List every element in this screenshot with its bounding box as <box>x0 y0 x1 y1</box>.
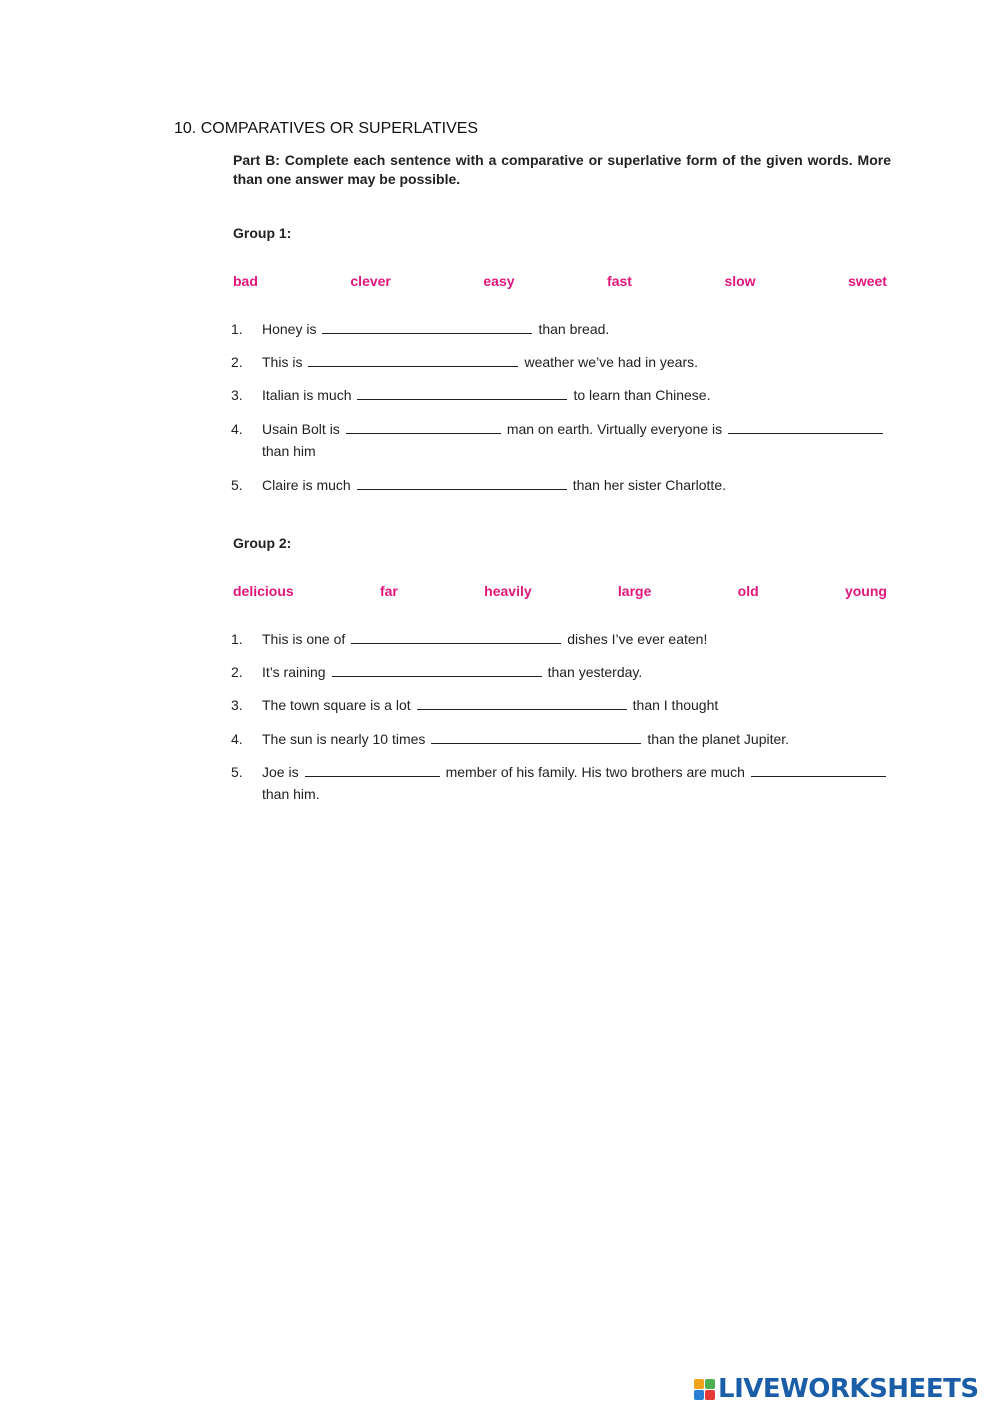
item-text-after: than yesterday. <box>547 664 643 680</box>
item-number: 5. <box>231 764 243 780</box>
word-bank-word: bad <box>233 273 258 289</box>
answer-blank[interactable] <box>728 418 883 434</box>
group-2-heading: Group 2: <box>233 535 292 551</box>
answer-blank[interactable] <box>351 628 561 644</box>
exercise-item <box>231 761 891 805</box>
group-1-heading: Group 1: <box>233 225 292 241</box>
answer-blank[interactable] <box>332 661 542 677</box>
word-bank-word: far <box>379 583 398 599</box>
item-text-after: than him. <box>262 786 320 802</box>
answer-blank[interactable] <box>357 474 567 490</box>
item-number: 1. <box>231 321 243 337</box>
item-number: 2. <box>231 664 243 680</box>
item-text-after: than her sister Charlotte. <box>572 477 726 493</box>
logo-square <box>694 1390 704 1400</box>
item-text-before: Usain Bolt is <box>262 421 340 437</box>
item-text-after: than I thought <box>632 697 719 713</box>
word-bank-word: easy <box>483 273 515 289</box>
group-1-word-bank <box>233 273 887 289</box>
exercise-item <box>231 384 891 406</box>
item-number: 3. <box>231 697 243 713</box>
logo-mark-icon <box>694 1379 715 1400</box>
item-text-before: The town square is a lot <box>262 697 411 713</box>
word-bank-word: delicious <box>233 583 294 599</box>
item-text-before: Italian is much <box>262 387 352 403</box>
exercise-item <box>231 628 891 650</box>
item-text-after: than him <box>262 443 316 459</box>
logo-square <box>705 1390 715 1400</box>
item-number: 4. <box>231 421 243 437</box>
item-text-middle: member of his family. His two brothers are much <box>445 764 745 780</box>
answer-blank[interactable] <box>417 694 627 710</box>
item-number: 5. <box>231 477 243 493</box>
word-bank-word: heavily <box>484 583 532 599</box>
word-bank-word: young <box>844 583 887 599</box>
item-text-before: Joe is <box>262 764 299 780</box>
item-text-before: This is one of <box>262 631 346 647</box>
exercise-item <box>231 661 891 683</box>
item-number: 2. <box>231 354 243 370</box>
item-number: 3. <box>231 387 243 403</box>
item-text-before: It’s raining <box>262 664 326 680</box>
item-text-middle: man on earth. Virtually everyone is <box>506 421 723 437</box>
exercise-item <box>231 474 891 496</box>
item-text-before: Honey is <box>262 321 317 337</box>
exercise-item <box>231 418 891 462</box>
word-bank-word: clever <box>350 273 391 289</box>
word-bank-word: fast <box>607 273 632 289</box>
logo-square <box>705 1379 715 1389</box>
page-title: 10. COMPARATIVES OR SUPERLATIVES <box>174 120 479 137</box>
exercise-item <box>231 694 891 716</box>
word-bank-word: large <box>617 583 652 599</box>
item-text-after: dishes I’ve ever eaten! <box>567 631 708 647</box>
answer-blank[interactable] <box>357 384 567 400</box>
exercise-item <box>231 728 891 750</box>
word-bank-word: old <box>737 583 759 599</box>
item-text-before: The sun is nearly 10 times <box>262 731 426 747</box>
answer-blank[interactable] <box>751 761 886 777</box>
answer-blank[interactable] <box>305 761 440 777</box>
liveworksheets-logo[interactable] <box>694 1374 979 1404</box>
item-text-before: This is <box>262 354 303 370</box>
exercise-item <box>231 318 891 340</box>
item-number: 4. <box>231 731 243 747</box>
word-bank-word: sweet <box>848 273 887 289</box>
item-text-after: than bread. <box>538 321 610 337</box>
logo-square <box>694 1379 704 1389</box>
item-text-after: than the planet Jupiter. <box>647 731 790 747</box>
instructions: Part B: Complete each sentence with a comparative or superlative form of the given words. More than one answer may be possible. <box>233 152 891 187</box>
word-bank-word: slow <box>724 273 756 289</box>
group-2-word-bank <box>233 583 887 599</box>
item-text-after: weather we’ve had in years. <box>524 354 698 370</box>
answer-blank[interactable] <box>346 418 501 434</box>
item-text-before: Claire is much <box>262 477 351 493</box>
answer-blank[interactable] <box>308 351 518 367</box>
logo-text: LIVEWORKSHEETS <box>718 1374 979 1404</box>
item-number: 1. <box>231 631 243 647</box>
exercise-item <box>231 351 891 373</box>
answer-blank[interactable] <box>431 728 641 744</box>
answer-blank[interactable] <box>322 318 532 334</box>
item-text-after: to learn than Chinese. <box>573 387 711 403</box>
